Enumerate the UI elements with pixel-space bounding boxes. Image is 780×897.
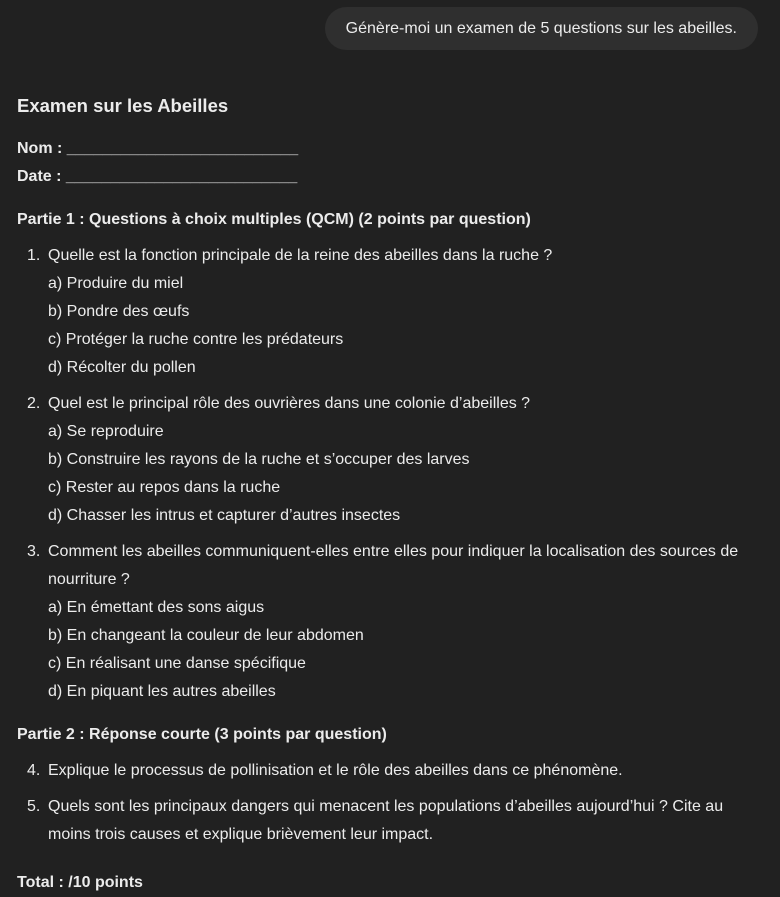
question-body — [48, 390, 766, 530]
question-text: Quel est le principal rôle des ouvrières dans une colonie d’abeilles ? — [48, 395, 531, 412]
exam-total: Total : /10 points — [17, 874, 143, 891]
question-option-a: a) En émettant des sons aigus — [48, 599, 265, 616]
question-body — [48, 538, 766, 706]
part2-question-list — [17, 757, 766, 849]
question-item-3 — [17, 538, 766, 706]
question-option-b: b) En changeant la couleur de leur abdomen — [48, 627, 364, 644]
exam-name-field: Nom : __________________________ — [17, 140, 299, 157]
question-item-1 — [17, 242, 766, 382]
question-body — [48, 757, 766, 785]
user-message-row — [0, 7, 780, 50]
question-text: Comment les abeilles communiquent-elles entre elles pour indiquer la localisation des sources de nourriture ? — [48, 543, 739, 588]
part1-heading: Partie 1 : Questions à choix multiples (QCM) (2 points par question) — [17, 211, 531, 228]
question-item-5 — [17, 793, 766, 849]
question-number: 1. — [27, 247, 41, 264]
question-text: Explique le processus de pollinisation et le rôle des abeilles dans ce phénomène. — [48, 762, 623, 779]
question-option-d: d) Récolter du pollen — [48, 359, 196, 376]
question-item-2 — [17, 390, 766, 530]
exam-date-field: Date : __________________________ — [17, 168, 298, 185]
part2-heading: Partie 2 : Réponse courte (3 points par question) — [17, 726, 387, 743]
question-option-d: d) En piquant les autres abeilles — [48, 683, 276, 700]
exam-title: Examen sur les Abeilles — [17, 95, 229, 116]
question-option-b: b) Construire les rayons de la ruche et s’occuper des larves — [48, 451, 470, 468]
assistant-message — [0, 50, 780, 897]
question-option-b: b) Pondre des œufs — [48, 303, 190, 320]
part1-question-list — [17, 242, 766, 706]
user-message-bubble: Génère-moi un examen de 5 questions sur les abeilles. — [325, 7, 758, 50]
question-option-d: d) Chasser les intrus et capturer d’autres insectes — [48, 507, 401, 524]
question-option-c: c) Protéger la ruche contre les prédateurs — [48, 331, 344, 348]
question-text: Quels sont les principaux dangers qui menacent les populations d’abeilles aujourd’hui ? Cite au moins trois causes et explique brièvement leur impact. — [48, 798, 724, 843]
question-body — [48, 242, 766, 382]
question-number: 4. — [27, 762, 41, 779]
question-option-c: c) En réalisant une danse spécifique — [48, 655, 306, 672]
question-number: 2. — [27, 395, 41, 412]
question-option-c: c) Rester au repos dans la ruche — [48, 479, 281, 496]
question-number: 5. — [27, 798, 41, 815]
question-text: Quelle est la fonction principale de la reine des abeilles dans la ruche ? — [48, 247, 553, 264]
question-option-a: a) Produire du miel — [48, 275, 184, 292]
question-body — [48, 793, 766, 849]
question-number: 3. — [27, 543, 41, 560]
question-option-a: a) Se reproduire — [48, 423, 164, 440]
question-item-4 — [17, 757, 766, 785]
